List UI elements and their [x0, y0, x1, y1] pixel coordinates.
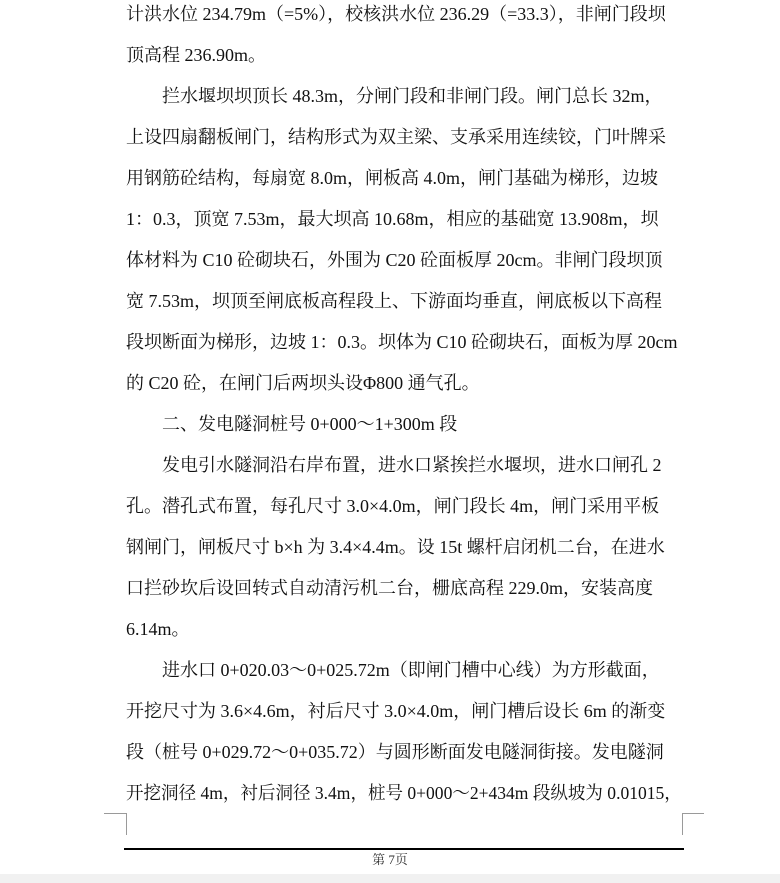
crop-mark-right-h: [682, 813, 704, 814]
crop-mark-left-v: [126, 813, 127, 835]
section-heading: 二、发电隧洞桩号 0+000～1+300m 段: [126, 414, 458, 434]
text-line: 拦水堰坝坝顶长 48.3m，分闸门段和非闸门段。闸门总长 32m，: [126, 86, 663, 106]
text-line: 段（桩号 0+029.72～0+035.72）与圆形断面发电隧洞街接。发电隧洞: [126, 742, 664, 762]
text-line: 发电引水隧洞沿右岸布置，进水口紧挨拦水堰坝，进水口闸孔 2: [126, 455, 662, 475]
page-gap: [0, 874, 780, 883]
text-line: 6.14m。: [126, 619, 190, 639]
footer-rule: [124, 848, 684, 850]
text-line: 宽 7.53m，坝顶至闸底板高程段上、下游面均垂直，闸底板以下高程: [126, 291, 662, 311]
text-line: 的 C20 砼，在闸门后两坝头设Φ800 通气孔。: [126, 373, 480, 393]
text-line: 计洪水位 234.79m（=5%），校核洪水位 236.29（=33.3），非闸门段坝: [126, 4, 666, 24]
text-line: 钢闸门，闸板尺寸 b×h 为 3.4×4.4m。设 15t 螺杆启闭机二台，在进水: [126, 537, 665, 557]
text-line: 顶高程 236.90m。: [126, 45, 267, 65]
text-line: 口拦砂坎后设回转式自动清污机二台，栅底高程 229.0m，安装高度: [126, 578, 653, 598]
text-line: 1：0.3，顶宽 7.53m，最大坝高 10.68m，相应的基础宽 13.908m，坝: [126, 209, 659, 229]
text-line: 开挖洞径 4m，衬后洞径 3.4m，桩号 0+000～2+434m 段纵坡为 0.01015，: [126, 783, 682, 803]
text-line: 孔。潜孔式布置，每孔尺寸 3.0×4.0m，闸门段长 4m，闸门采用平板: [126, 496, 660, 516]
text-line: 上设四扇翻板闸门，结构形式为双主梁、支承采用连续铰，门叶牌采: [126, 127, 666, 147]
crop-mark-right-v: [682, 813, 683, 835]
page-number: 第 7页: [372, 852, 408, 867]
text-line: 体材料为 C10 砼砌块石，外围为 C20 砼面板厚 20cm。非闸门段坝顶: [126, 250, 663, 270]
text-line: 开挖尺寸为 3.6×4.6m，衬后尺寸 3.0×4.0m，闸门槽后设长 6m 的渐变: [126, 701, 666, 721]
text-line: 用钢筋砼结构，每扇宽 8.0m，闸板高 4.0m，闸门基础为梯形，边坡: [126, 168, 658, 188]
text-line: 段坝断面为梯形，边坡 1：0.3。坝体为 C10 砼砌块石，面板为厚 20cm: [126, 332, 678, 352]
crop-mark-left-h: [104, 813, 126, 814]
text-line: 进水口 0+020.03～0+025.72m（即闸门槽中心线）为方形截面，: [126, 660, 660, 680]
